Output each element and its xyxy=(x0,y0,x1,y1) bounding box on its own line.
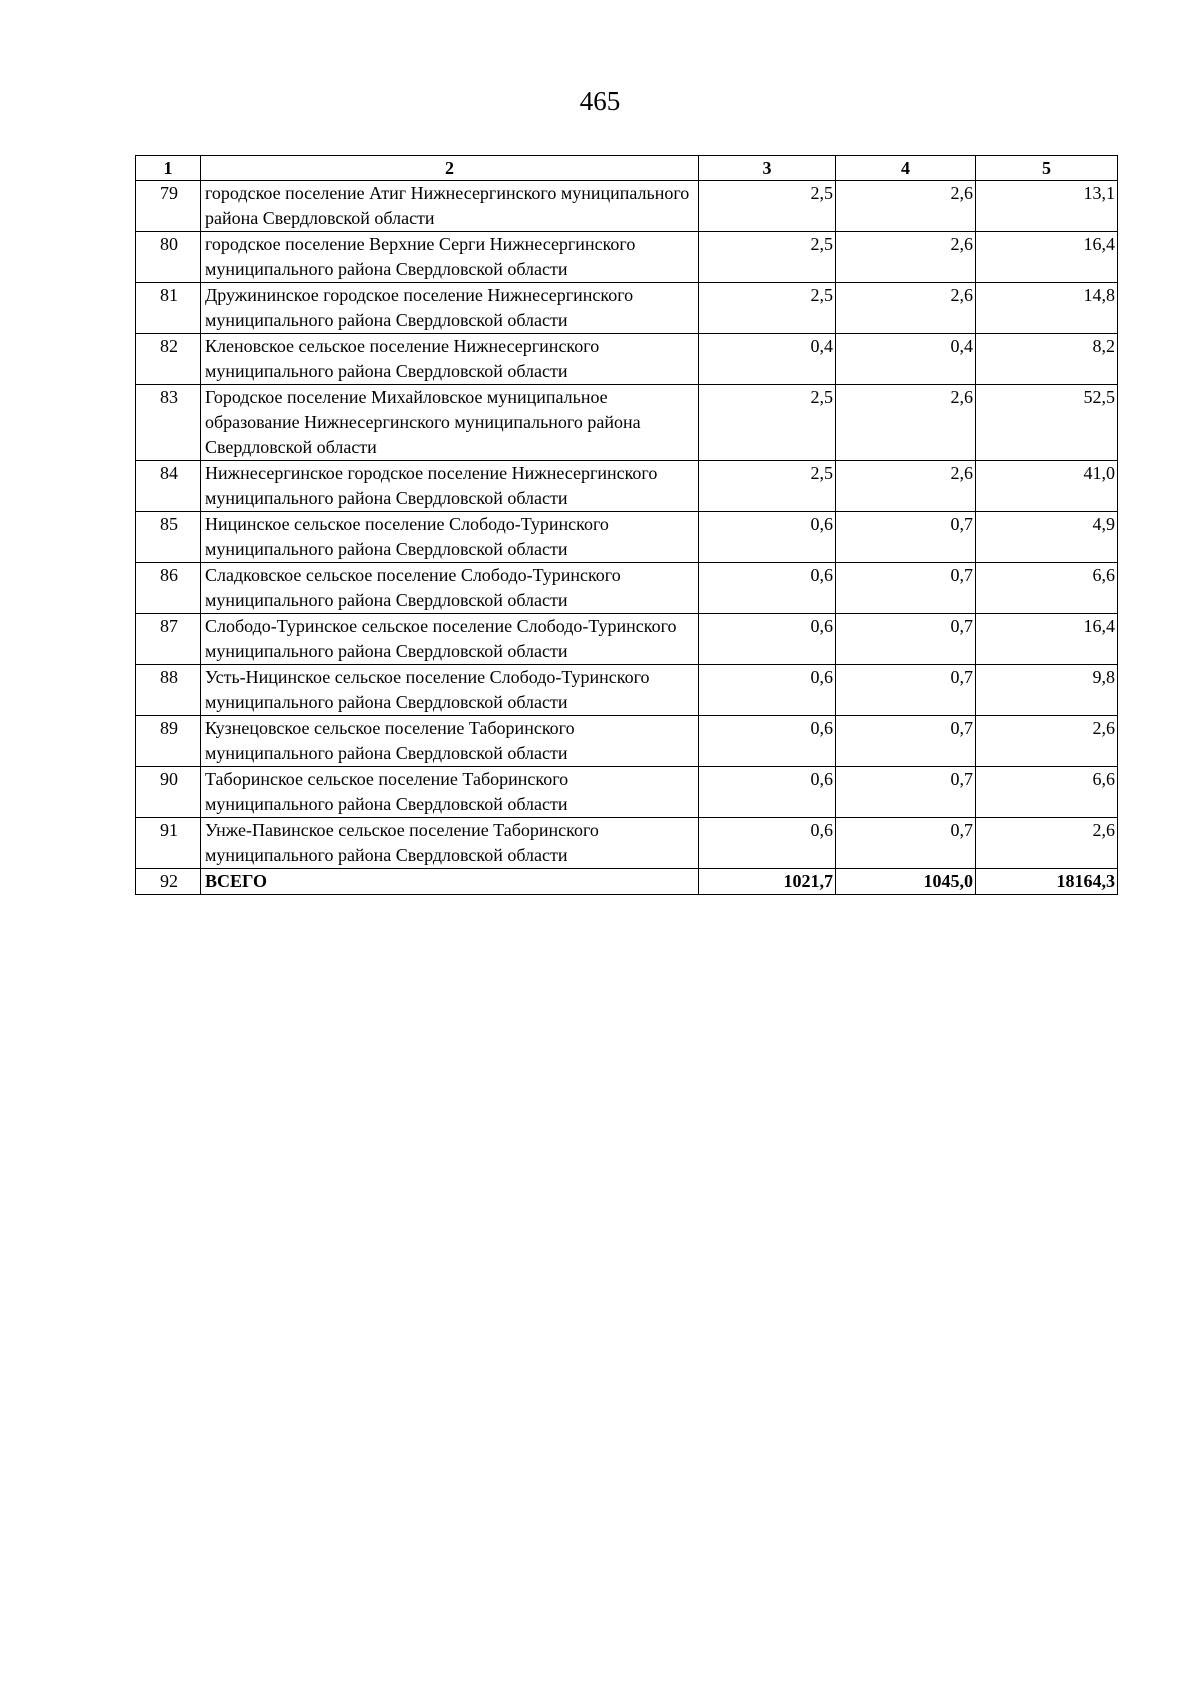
cell-col-4: 0,7 xyxy=(836,716,976,767)
settlement-name: Сладковское сельское поселение Слободо-Туринского муниципального района Свердловской области xyxy=(201,563,699,614)
cell-col-4: 2,6 xyxy=(836,232,976,283)
cell-col-3: 2,5 xyxy=(699,181,836,232)
cell-col-5: 4,9 xyxy=(976,512,1118,563)
cell-col-4: 2,6 xyxy=(836,283,976,334)
column-header-5: 5 xyxy=(976,156,1118,181)
row-number: 85 xyxy=(136,512,201,563)
column-header-4: 4 xyxy=(836,156,976,181)
settlement-name: Ницинское сельское поселение Слободо-Туринского муниципального района Свердловской области xyxy=(201,512,699,563)
row-number: 92 xyxy=(136,869,201,895)
cell-col-4: 0,7 xyxy=(836,563,976,614)
table-row xyxy=(136,665,1118,716)
cell-col-3: 2,5 xyxy=(699,232,836,283)
data-table xyxy=(135,155,1118,895)
settlement-name: Дружининское городское поселение Нижнесергинского муниципального района Свердловской области xyxy=(201,283,699,334)
cell-col-3: 0,6 xyxy=(699,614,836,665)
cell-col-4: 0,7 xyxy=(836,512,976,563)
row-number: 90 xyxy=(136,767,201,818)
table-row xyxy=(136,385,1118,461)
settlement-name: Унже-Павинское сельское поселение Таборинского муниципального района Свердловской области xyxy=(201,818,699,869)
cell-col-5: 8,2 xyxy=(976,334,1118,385)
cell-col-3: 0,4 xyxy=(699,334,836,385)
cell-col-3: 2,5 xyxy=(699,283,836,334)
table-row xyxy=(136,818,1118,869)
table-row xyxy=(136,614,1118,665)
row-number: 87 xyxy=(136,614,201,665)
cell-col-5: 9,8 xyxy=(976,665,1118,716)
row-number: 80 xyxy=(136,232,201,283)
cell-col-3: 2,5 xyxy=(699,461,836,512)
cell-col-5: 2,6 xyxy=(976,716,1118,767)
row-number: 82 xyxy=(136,334,201,385)
header-row xyxy=(136,156,1118,181)
row-number: 84 xyxy=(136,461,201,512)
total-col-3: 1021,7 xyxy=(699,869,836,895)
table-row xyxy=(136,334,1118,385)
cell-col-5: 52,5 xyxy=(976,385,1118,461)
row-number: 89 xyxy=(136,716,201,767)
cell-col-5: 14,8 xyxy=(976,283,1118,334)
settlement-name: Нижнесергинское городское поселение Нижнесергинского муниципального района Свердловской области xyxy=(201,461,699,512)
cell-col-4: 0,7 xyxy=(836,665,976,716)
table-row xyxy=(136,767,1118,818)
cell-col-4: 2,6 xyxy=(836,385,976,461)
cell-col-5: 2,6 xyxy=(976,818,1118,869)
cell-col-4: 0,7 xyxy=(836,818,976,869)
total-row xyxy=(136,869,1118,895)
table-row xyxy=(136,283,1118,334)
total-label: ВСЕГО xyxy=(201,869,699,895)
row-number: 91 xyxy=(136,818,201,869)
row-number: 79 xyxy=(136,181,201,232)
cell-col-3: 0,6 xyxy=(699,716,836,767)
row-number: 86 xyxy=(136,563,201,614)
row-number: 81 xyxy=(136,283,201,334)
row-number: 88 xyxy=(136,665,201,716)
cell-col-3: 0,6 xyxy=(699,512,836,563)
table-row xyxy=(136,716,1118,767)
cell-col-4: 2,6 xyxy=(836,461,976,512)
cell-col-3: 0,6 xyxy=(699,767,836,818)
settlement-name: Кленовское сельское поселение Нижнесергинского муниципального района Свердловской области xyxy=(201,334,699,385)
cell-col-3: 0,6 xyxy=(699,665,836,716)
cell-col-4: 0,7 xyxy=(836,614,976,665)
row-number: 83 xyxy=(136,385,201,461)
cell-col-3: 0,6 xyxy=(699,818,836,869)
settlement-name: Городское поселение Михайловское муниципальное образование Нижнесергинского муниципального района Свердловской области xyxy=(201,385,699,461)
table-row xyxy=(136,181,1118,232)
cell-col-5: 16,4 xyxy=(976,232,1118,283)
cell-col-3: 0,6 xyxy=(699,563,836,614)
settlement-name: Слободо-Туринское сельское поселение Слободо-Туринского муниципального района Свердловской области xyxy=(201,614,699,665)
column-header-3: 3 xyxy=(699,156,836,181)
total-col-4: 1045,0 xyxy=(836,869,976,895)
table-row xyxy=(136,461,1118,512)
cell-col-4: 2,6 xyxy=(836,181,976,232)
settlement-name: городское поселение Атиг Нижнесергинского муниципального района Свердловской области xyxy=(201,181,699,232)
cell-col-5: 16,4 xyxy=(976,614,1118,665)
cell-col-4: 0,7 xyxy=(836,767,976,818)
cell-col-4: 0,4 xyxy=(836,334,976,385)
settlement-name: Кузнецовское сельское поселение Таборинского муниципального района Свердловской области xyxy=(201,716,699,767)
cell-col-5: 6,6 xyxy=(976,563,1118,614)
total-col-5: 18164,3 xyxy=(976,869,1118,895)
cell-col-5: 13,1 xyxy=(976,181,1118,232)
settlement-name: городское поселение Верхние Серги Нижнесергинского муниципального района Свердловской области xyxy=(201,232,699,283)
page-number: 465 xyxy=(579,86,621,116)
settlement-name: Таборинское сельское поселение Таборинского муниципального района Свердловской области xyxy=(201,767,699,818)
settlement-name: Усть-Ницинское сельское поселение Слободо-Туринского муниципального района Свердловской области xyxy=(201,665,699,716)
table-row xyxy=(136,512,1118,563)
table-row xyxy=(136,232,1118,283)
table-row xyxy=(136,563,1118,614)
column-header-1: 1 xyxy=(136,156,201,181)
cell-col-3: 2,5 xyxy=(699,385,836,461)
cell-col-5: 41,0 xyxy=(976,461,1118,512)
column-header-2: 2 xyxy=(201,156,699,181)
cell-col-5: 6,6 xyxy=(976,767,1118,818)
